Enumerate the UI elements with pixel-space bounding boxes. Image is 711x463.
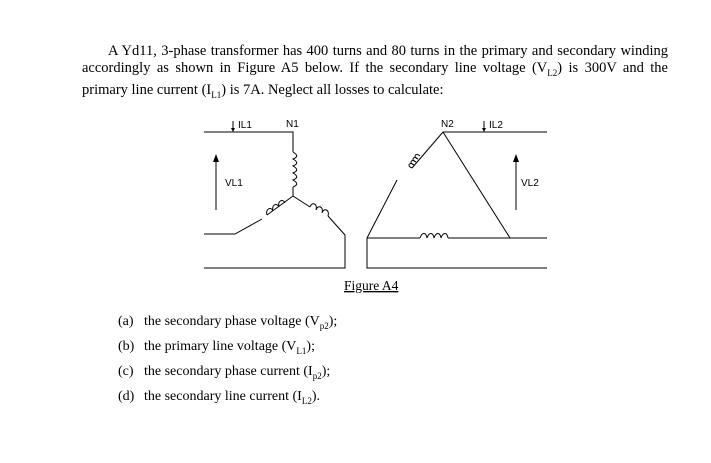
secondary-bottom-line [367,238,547,268]
primary-right-arm-a [293,196,310,207]
question-c-subscript: p2 [312,370,322,381]
intro-text-a: A Yd11, 3-phase transformer has 400 turns and 80 turns in the primary and secondary winding accordingly as shown in Figure A5 below. If the secondary line voltage (V [82,43,668,76]
question-d-tail: ). [311,389,320,404]
intro-subscript-l2: L2 [547,67,558,78]
label-n2: N2 [441,119,454,130]
label-vl2: VL2 [521,178,539,189]
primary-top-line [204,132,293,152]
label-il2: IL2 [489,120,503,131]
question-d-subscript: L2 [301,395,312,406]
label-vl1: VL1 [225,178,243,189]
delta-right-side [443,132,510,238]
question-d-text: the secondary line current (I [144,389,302,404]
question-b [118,339,315,359]
question-b-subscript: L1 [296,345,307,356]
question-c-label: (c) [118,364,134,379]
delta-left-side-b [367,180,397,238]
question-b-text: the primary line voltage (V [144,339,297,354]
question-a-tail: ); [328,314,338,329]
question-c-tail: ); [321,364,331,379]
question-c-text: the secondary phase current (I [144,364,313,379]
intro-text-b: ) is 300V and the primary line current (I [82,60,668,98]
question-d [118,389,320,409]
primary-bottom-line [204,216,345,268]
question-a [118,314,337,334]
question-c [118,364,330,384]
question-a-text: the secondary phase voltage (V [144,314,320,329]
question-a-subscript: p2 [319,320,329,331]
label-il1: IL1 [238,120,252,131]
figure-caption: Figure A4 [344,278,399,293]
question-d-label: (d) [118,389,135,404]
vl2-arrow-head [513,154,519,162]
label-n1: N1 [286,119,299,130]
delta-left-side-a [412,132,443,168]
il1-arrow-head [231,128,235,132]
question-a-label: (a) [118,314,134,329]
delta-coil-bottom [420,234,448,239]
intro-text-c: ) is 7A. Neglect all losses to calculate: [221,81,444,98]
intro-subscript-l1: L1 [211,89,222,100]
primary-middle-line [204,219,262,234]
il2-arrow-head [482,128,486,132]
primary-left-arm-a [267,196,293,215]
vl1-arrow-head [213,154,219,162]
question-b-tail: ); [306,339,315,354]
primary-coil-right [310,204,328,216]
question-b-label: (b) [118,339,135,354]
primary-coil-vertical [293,152,297,187]
